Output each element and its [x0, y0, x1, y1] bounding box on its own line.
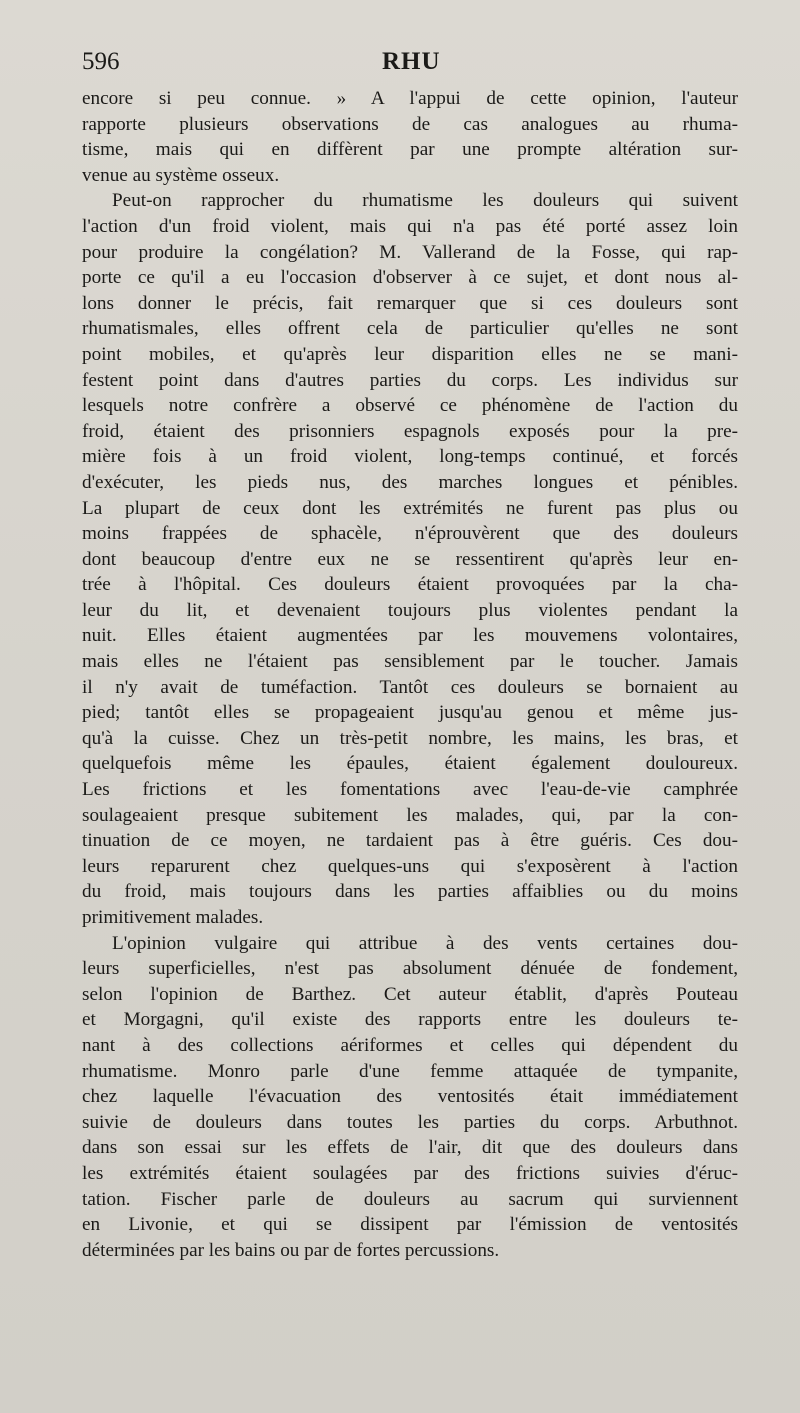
text-line: en Livonie, et qui se dissipent par l'émission de ventosités — [82, 1214, 738, 1236]
text-line: mière fois à un froid violent, long-temps continué, et forcés — [82, 446, 738, 468]
text-line: qu'à la cuisse. Chez un très-petit nombre, les mains, les bras, et — [82, 727, 738, 749]
text-line: pour produire la congélation? M. Vallerand de la Fosse, qui rap- — [82, 241, 738, 263]
text-line: suivie de douleurs dans toutes les parties du corps. Arbuthnot. — [82, 1111, 738, 1133]
text-line: lons donner le précis, fait remarquer que si ces douleurs sont — [82, 292, 738, 314]
page-header — [82, 48, 742, 82]
text-line: selon l'opinion de Barthez. Cet auteur établit, d'après Pouteau — [82, 983, 738, 1005]
text-line: moins frappées de sphacèle, n'éprouvèrent que des douleurs — [82, 523, 738, 545]
text-line: L'opinion vulgaire qui attribue à des vents certaines dou- — [112, 932, 738, 954]
text-line: rapporte plusieurs observations de cas analogues au rhuma- — [82, 113, 738, 135]
text-line: rhumatisme. Monro parle d'une femme attaquée de tympanite, — [82, 1060, 738, 1082]
text-line: leurs superficielles, n'est pas absolument dénuée de fondement, — [82, 958, 738, 980]
text-line: porte ce qu'il a eu l'occasion d'observer à ce sujet, et dont nous al- — [82, 267, 738, 289]
text-line: mais elles ne l'étaient pas sensiblement par le toucher. Jamais — [82, 651, 738, 673]
text-line: Les frictions et les fomentations avec l'eau-de-vie camphrée — [82, 779, 738, 801]
text-line: primitivement malades. — [82, 907, 264, 928]
text-line: lesquels notre confrère a observé ce phénomène de l'action du — [82, 395, 738, 417]
text-line: encore si peu connue. » A l'appui de cette opinion, l'auteur — [82, 88, 738, 109]
text-line: nuit. Elles étaient augmentées par les mouvemens volontaires, — [82, 625, 738, 647]
text-line: froid, étaient des prisonniers espagnols exposés pour la pre- — [82, 420, 738, 442]
text-line: nant à des collections aériformes et celles qui dépendent du — [82, 1034, 738, 1056]
text-line: soulageaient presque subitement les malades, qui, par la con- — [82, 804, 738, 826]
page-number: 596 — [82, 48, 120, 75]
text-line: les extrémités étaient soulagées par des frictions suivies d'éruc- — [82, 1162, 738, 1184]
text-line: leurs reparurent chez quelques-uns qui s'exposèrent à l'action — [82, 855, 738, 877]
text-line: déterminées par les bains ou par de fortes percussions. — [82, 1239, 500, 1261]
text-line: point mobiles, et qu'après leur disparition elles ne se mani- — [82, 343, 738, 365]
text-line: il n'y avait de tuméfaction. Tantôt ces douleurs se bornaient au — [82, 676, 738, 698]
text-line: trée à l'hôpital. Ces douleurs étaient provoquées par la cha- — [82, 574, 738, 596]
text-line: festent point dans d'autres parties du corps. Les individus sur — [82, 369, 738, 391]
text-line: chez laquelle l'évacuation des ventosités était immédiatement — [82, 1086, 738, 1108]
running-head: RHU — [382, 48, 441, 75]
text-line: leur du lit, et devenaient toujours plus violentes pendant la — [82, 599, 738, 621]
body-text — [82, 86, 738, 1263]
text-line: d'exécuter, les pieds nus, des marches longues et pénibles. — [82, 471, 738, 493]
text-line: rhumatismales, elles offrent cela de particulier qu'elles ne sont — [82, 318, 738, 340]
text-line: et Morgagni, qu'il existe des rapports entre les douleurs te- — [82, 1009, 738, 1031]
text-line: Peut-on rapprocher du rhumatisme les douleurs qui suivent — [112, 190, 738, 212]
text-line: dans son essai sur les effets de l'air, dit que des douleurs dans — [82, 1137, 738, 1159]
text-line: La plupart de ceux dont les extrémités ne furent pas plus ou — [82, 497, 738, 519]
text-line: tisme, mais qui en diffèrent par une prompte altération sur- — [82, 139, 738, 161]
text-line: du froid, mais toujours dans les parties affaiblies ou du moins — [82, 881, 738, 903]
text-line: quelquefois même les épaules, étaient également douloureux. — [82, 753, 738, 775]
text-line: tinuation de ce moyen, ne tardaient pas à être guéris. Ces dou- — [82, 830, 738, 852]
text-line: pied; tantôt elles se propageaient jusqu'au genou et même jus- — [82, 702, 738, 724]
text-line: l'action d'un froid violent, mais qui n'a pas été porté assez loin — [82, 215, 738, 237]
text-line: dont beaucoup d'entre eux ne se ressentirent qu'après leur en- — [82, 548, 738, 570]
text-line: venue au système osseux. — [82, 164, 280, 186]
text-line: tation. Fischer parle de douleurs au sacrum qui surviennent — [82, 1188, 738, 1210]
